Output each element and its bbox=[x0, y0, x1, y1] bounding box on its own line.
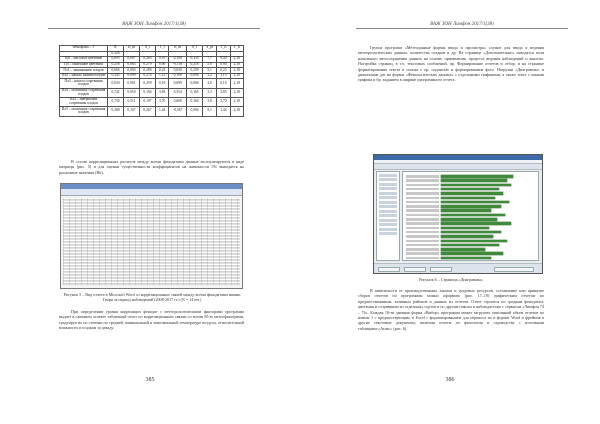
diagram-row-label bbox=[406, 175, 439, 178]
table-cell: 0,100 bbox=[169, 57, 187, 63]
table-cell: 3,83 bbox=[155, 88, 168, 97]
diagram-bar bbox=[441, 214, 505, 217]
diagram-row-label bbox=[406, 244, 439, 247]
diagram-bar bbox=[441, 257, 491, 260]
diagram-row-label bbox=[406, 179, 439, 182]
diagram-bar bbox=[441, 201, 509, 204]
table-cell: 0,218 bbox=[187, 62, 203, 68]
table-cell: -0,567 bbox=[169, 107, 187, 116]
figure-correlation-spreadsheet bbox=[60, 183, 243, 289]
table-row-label: ЦВ – массовое цветение bbox=[60, 57, 108, 63]
table-cell: 0,23 bbox=[217, 68, 230, 74]
table-cell: 3,83 bbox=[217, 88, 230, 97]
table-cell: 2,18 bbox=[230, 79, 243, 88]
table-cell: 2,18 bbox=[230, 88, 243, 97]
table-cell: 2,18 bbox=[230, 68, 243, 74]
window-statusbar bbox=[374, 263, 542, 273]
table-cell: 3,70 bbox=[155, 97, 168, 106]
table-cell: 0,263 bbox=[139, 57, 155, 63]
paragraph-correlation-report: При определении уровня корреляции фенодат с метеорологическими факторами программа выдает в сжимном аспекте табличный отчет по корреляционным связям со всеми 85-ю метеофакторами, градуируя их по степени по средней, минимальной и максимальной температуре воздуха, относительной влажности и осадкам за декаду. bbox=[59, 309, 244, 331]
diagram-bar bbox=[441, 188, 499, 191]
table-cell: 0,280 bbox=[139, 68, 155, 74]
table-cell: 0,730 bbox=[108, 97, 124, 106]
table-row-label: ЦЗ – окончание цветения bbox=[60, 62, 108, 68]
diagram-bar bbox=[441, 179, 507, 182]
table-row bbox=[60, 79, 244, 88]
table-row-label: Пл3 – начало созревания плодов bbox=[60, 79, 108, 88]
table-cell: 1,15 bbox=[155, 73, 168, 79]
table-cell: 0,630 bbox=[108, 79, 124, 88]
diagram-bar bbox=[441, 209, 491, 212]
table-cell: 0,90 bbox=[217, 62, 230, 68]
table-cell: 0,094 bbox=[187, 107, 203, 116]
table-cell: 0,107 bbox=[123, 107, 139, 116]
table-cell: 0,066 bbox=[187, 79, 203, 88]
table-cell: 7,7 bbox=[203, 57, 217, 63]
diagram-row-label bbox=[406, 192, 439, 195]
paragraph-reports-description: В зависимости от производственных заказов и трудовых ресурсов, составление или принятие сборов отчетов по программам можно оформить (рис. 17–19) графическим отчетом по предшественникам, заливных районов и данных из отчетов. Отчет строится по средним фенодатам, цветения и созреванию из отдельных сортов и по другим поясам и наблюдателям с сервисом «Лимфон 74 – 76». Каждая 10-ти дневная форма «Выбор» программа может загрузить описанный объем отчетов по новым 1 с предшествующим, в Excel с форматированием для переноса их в формат Word и фреймов в другие текстовые документы, включая отчеты по фенологии и садоводству с итоговыми таблицами-«Атлас» (рис. 6). bbox=[358, 288, 544, 331]
table-cell: 2,18 bbox=[230, 97, 243, 106]
table-cell: 0,554 bbox=[169, 88, 187, 97]
table-cell: 0,30 bbox=[217, 57, 230, 63]
diagram-row-label bbox=[406, 201, 439, 204]
table-cell: 0,335 bbox=[187, 57, 203, 63]
diagram-bar bbox=[441, 218, 497, 221]
table-cell: 2,2 bbox=[203, 73, 217, 79]
diagram-bar bbox=[441, 248, 485, 251]
side-panel-row bbox=[379, 214, 397, 217]
table-header-cell: S_t bbox=[139, 46, 155, 52]
table-cell: 5,1 bbox=[203, 68, 217, 74]
table-cell: 0,194 bbox=[139, 88, 155, 97]
table-cell: 0,630 bbox=[169, 68, 187, 74]
running-header-left: ВАЖ ЗОН Лимфон 2017/1(38) bbox=[48, 22, 260, 29]
side-panel-row bbox=[379, 228, 397, 231]
diagram-bar bbox=[441, 231, 501, 234]
table-row-label: Пл4 – завершение созревания плодов bbox=[60, 97, 108, 106]
diagram-row-label bbox=[406, 227, 439, 230]
figure-6-caption: Рисунок 6 – Страница «Диаграммы» bbox=[419, 277, 483, 282]
diagram-bar bbox=[441, 240, 507, 243]
diagram-bar bbox=[441, 252, 503, 255]
diagram-row-label bbox=[406, 257, 439, 260]
diagram-bar bbox=[441, 192, 503, 195]
table-row bbox=[60, 97, 244, 106]
table-header-cell: T_fl bbox=[230, 46, 243, 52]
side-panel-row bbox=[379, 219, 397, 222]
table-cell: -0,193 bbox=[169, 62, 187, 68]
table-cell: 0,274 bbox=[139, 73, 155, 79]
diagram-row-label bbox=[406, 188, 439, 191]
table-cell: 0,050 bbox=[123, 88, 139, 97]
diagram-row-label bbox=[406, 240, 439, 243]
diagram-row-label bbox=[406, 205, 439, 208]
diagram-row-label bbox=[406, 235, 439, 238]
table-cell: 0,23 bbox=[155, 68, 168, 74]
window-ribbon bbox=[61, 189, 242, 196]
figure-5-caption: Рисунок 5 – Вид отчета в Microsoft Word со корреляционных связей между всеми фенодатами вишни Генри за период наблюдений (2008-2017 гг.) (N = 14 шт.) bbox=[63, 292, 241, 303]
side-panel-row bbox=[379, 178, 397, 181]
side-panel-row bbox=[379, 232, 397, 235]
table-cell: 0,90 bbox=[155, 62, 168, 68]
table-cell: 0,511 bbox=[123, 97, 139, 106]
table-cell: 9,1 bbox=[203, 107, 217, 116]
diagram-row-label bbox=[406, 214, 439, 217]
table-cell: 3,70 bbox=[217, 97, 230, 106]
side-panel-row bbox=[379, 183, 397, 186]
paragraph-meteodata-intro: Группа программ «Метеоданные формы ввода и просмотра» служит для ввода и ведения метеорологических данных, количества осадков и др. На странице «Дополнительно» находятся поля начального автосохранения данных на основе, применения, процесса ведения наблюдений и анализа. Настройка страниц, в т.ч. текстовых сообщений, пр. Формирование отчетов и отбор, и на странице форматирования текста и списка с пр. подписью и формированием фото. Нагрузки «Диаграммы» и диапазонам дат на формы «Фенологических данных» с отдельными графиками, а также текст с окнами графика и бр. заданием в ширине программного отчета. bbox=[358, 45, 544, 83]
diagram-bar bbox=[441, 235, 493, 238]
side-panel-row bbox=[379, 187, 397, 190]
table-cell: 0,10 bbox=[217, 79, 230, 88]
table-header-cell: T_f bbox=[155, 46, 168, 52]
table-cell: 1,44 bbox=[155, 107, 168, 116]
diagram-row-label bbox=[406, 218, 439, 221]
diagram-bar bbox=[441, 184, 511, 187]
table-body bbox=[60, 51, 244, 116]
table-row-label: Пл1 – завязывание плодов bbox=[60, 68, 108, 74]
status-field bbox=[404, 267, 426, 272]
paragraph-correlation-intro: В случае корреляционных расчетов между всеми фенодатами данные эксплуатируются в виде матрицы (рис. 5) и для оценки существенности коэффициентов на значимости 5% выводятся на различные значения (Rit). bbox=[59, 159, 244, 175]
table-cell: 0,259 bbox=[139, 79, 155, 88]
table-row bbox=[60, 88, 244, 97]
side-panel-row bbox=[379, 210, 397, 213]
side-panel-row bbox=[379, 174, 397, 177]
side-panel-row bbox=[379, 205, 397, 208]
table-cell: 0,099 bbox=[169, 79, 187, 88]
diagram-row-label bbox=[406, 252, 439, 255]
table-cell: 0,094 bbox=[187, 73, 203, 79]
phenology-parameters-table bbox=[59, 45, 244, 117]
table-cell: 0,279 bbox=[139, 62, 155, 68]
table-cell: 1,15 bbox=[217, 73, 230, 79]
window-toolbar bbox=[374, 164, 542, 170]
diagram-row-label bbox=[406, 197, 439, 200]
table-cell: 0,164 bbox=[187, 97, 203, 106]
table-cell: 0,666 bbox=[108, 68, 124, 74]
table-cell: 0,258 bbox=[108, 62, 124, 68]
diagram-bar bbox=[441, 244, 499, 247]
table-cell: 0,099 bbox=[123, 73, 139, 79]
table-cell: 0,608 bbox=[169, 97, 187, 106]
table-cell: 0,094 bbox=[123, 68, 139, 74]
status-field bbox=[430, 267, 452, 272]
table-cell: 0,388 bbox=[108, 107, 124, 116]
side-panel bbox=[376, 171, 400, 261]
table-header-cell: R bbox=[108, 46, 124, 52]
table-cell: 0,100 bbox=[169, 73, 187, 79]
page-right bbox=[300, 0, 600, 424]
side-panel-row bbox=[379, 192, 397, 195]
table-header-cell: S_pr bbox=[203, 46, 217, 52]
table-header-cell: S_f bbox=[187, 46, 203, 52]
running-header-right: ВАЖ ЗОН Лимфон 2017/1(38) bbox=[356, 22, 568, 29]
table-header-cell: Фенофазы – Т bbox=[60, 46, 108, 52]
diagram-row-label bbox=[406, 209, 439, 212]
table-cell: 0,10 bbox=[155, 79, 168, 88]
table-cell: 0,001 bbox=[123, 79, 139, 88]
spreadsheet-grid bbox=[63, 198, 240, 285]
table-cell: 3,3 bbox=[203, 88, 217, 97]
table-header-cell: R_m bbox=[169, 46, 187, 52]
side-panel-row bbox=[379, 201, 397, 204]
diagram-chart-area bbox=[402, 171, 539, 261]
table-cell: 2,18 bbox=[230, 107, 243, 116]
side-panel-row bbox=[379, 196, 397, 199]
table-cell: 5,0 bbox=[203, 62, 217, 68]
table-cell: 0,063 bbox=[123, 62, 139, 68]
table-cell: 0,165 bbox=[187, 88, 203, 97]
table-cell: 1,44 bbox=[217, 107, 230, 116]
table-cell: 0,695 bbox=[108, 57, 124, 63]
table-cell: 0,345 bbox=[108, 73, 124, 79]
table-cell: 0,259 bbox=[187, 68, 203, 74]
diagram-bar bbox=[441, 175, 513, 178]
diagram-row-label bbox=[406, 222, 439, 225]
status-field bbox=[494, 267, 534, 272]
table-cell: 2,18 bbox=[230, 62, 243, 68]
diagram-row-label bbox=[406, 184, 439, 187]
table-cell: 2,0 bbox=[203, 79, 217, 88]
diagram-bar bbox=[441, 227, 489, 230]
table-row bbox=[60, 107, 244, 116]
side-panel-row bbox=[379, 223, 397, 226]
table-cell: 2,18 bbox=[230, 73, 243, 79]
table-row-label: Пл2 – начало налива плодов bbox=[60, 73, 108, 79]
table-cell: 2,18 bbox=[230, 57, 243, 63]
table-cell: 0,197 bbox=[139, 97, 155, 106]
table-cell: 0,742 bbox=[108, 88, 124, 97]
page-number-left: 385 bbox=[145, 377, 155, 383]
table-header-cell: D_m bbox=[123, 46, 139, 52]
diagram-bar bbox=[441, 222, 511, 225]
diagram-bar bbox=[441, 197, 495, 200]
table-cell: 0,267 bbox=[139, 107, 155, 116]
table-cell: 0,10 bbox=[155, 57, 168, 63]
diagram-bar bbox=[441, 205, 501, 208]
table-header-cell: T_fi bbox=[217, 46, 230, 52]
diagram-row-label bbox=[406, 231, 439, 234]
diagram-row-label bbox=[406, 248, 439, 251]
table-row-label: Пл5 – окончание созревания плодов bbox=[60, 107, 108, 116]
status-field bbox=[378, 267, 400, 272]
table-cell: 0,007 bbox=[123, 57, 139, 63]
figure-diagrams-window bbox=[373, 154, 543, 274]
table-row-label: Пл4 – окончание созревания плодов bbox=[60, 88, 108, 97]
table-cell: 0,326 bbox=[108, 51, 124, 57]
table-cell: 3,8 bbox=[203, 97, 217, 106]
page-number-right: 386 bbox=[445, 377, 455, 383]
